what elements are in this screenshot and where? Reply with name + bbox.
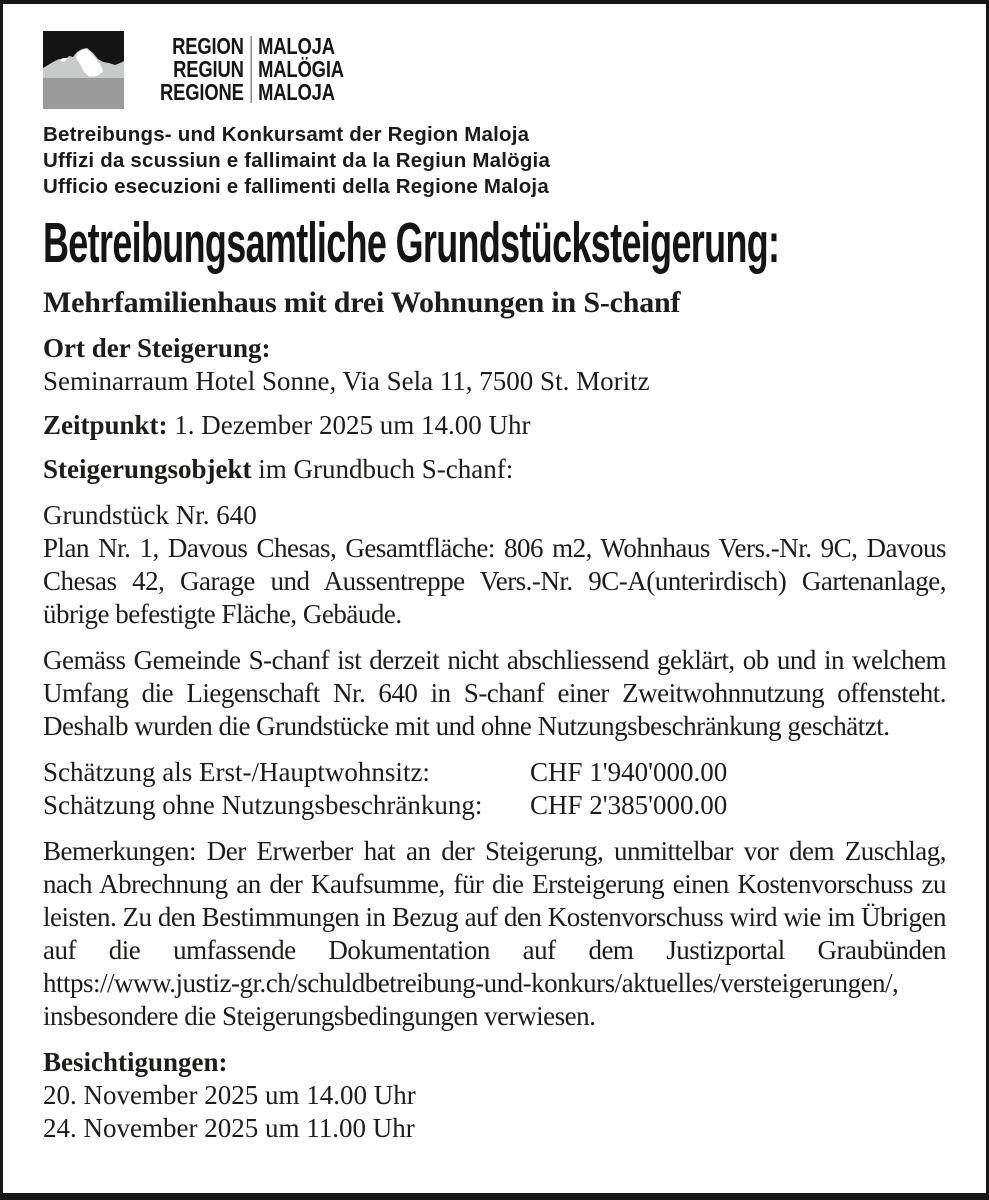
wordmark-line: REGIUN: [173, 56, 244, 82]
object-value: im Grundbuch S-chanf:: [258, 454, 514, 484]
wordmark-left-column: [160, 35, 244, 104]
valuation-amount: CHF 1'940'000.00: [530, 757, 728, 787]
wordmark-divider: [250, 36, 252, 103]
viewings-section: [43, 1046, 946, 1145]
office-name-rm: Uffizi da scussiun e fallimaint da la Regiun Malögia: [43, 149, 551, 172]
object-section: [43, 453, 946, 486]
property-description: Plan Nr. 1, Davous Chesas, Gesamtfläche: 806 m2, Wohnhaus Vers.-Nr. 9C, Davous Chesas 42, Garage und Aussentreppe Vers.-Nr. 9C-A(unterirdisch) Gartenanlage, übrige befestigte Fläche, Gebäude.: [43, 533, 946, 629]
location-label: Ort der Steigerung:: [43, 333, 271, 363]
office-name-block: [43, 122, 946, 200]
time-value: 1. Dezember 2025 um 14.00 Uhr: [174, 410, 531, 440]
valuation-amount: CHF 2'385'000.00: [530, 790, 728, 820]
office-name-de: Betreibungs- und Konkursamt der Region Maloja: [43, 123, 530, 146]
page-subtitle: Mehrfamilienhaus mit drei Wohnungen in S-chanf: [43, 286, 681, 319]
valuation-row: [43, 756, 946, 789]
valuation-label: Schätzung als Erst-/Hauptwohnsitz:: [43, 757, 430, 787]
wordmark-line: MALOJA: [258, 33, 335, 59]
time-section: [43, 409, 946, 442]
valuation-row: [43, 789, 946, 822]
wordmark-right-column: [258, 35, 344, 104]
zoning-note-paragraph: Gemäss Gemeinde S-chanf ist derzeit nicht abschliessend geklärt, ob und in welchem Umfang die Liegenschaft Nr. 640 in S-chanf einer Zweitwohnnutzung offensteht. Deshalb wurden die Grundstücke mit und ohne Nutzungsbeschränkung geschätzt.: [43, 645, 946, 741]
viewing-date: 20. November 2025 um 14.00 Uhr: [43, 1080, 416, 1110]
viewings-label: Besichtigungen:: [43, 1047, 228, 1077]
property-section: [43, 499, 946, 631]
valuation-section: [43, 756, 946, 822]
header: [43, 31, 946, 109]
remarks-paragraph: Bemerkungen: Der Erwerber hat an der Steigerung, unmittelbar vor dem Zuschlag, nach Abrechnung an der Kaufsumme, für die Ersteigerung einen Kostenvorschuss zu leisten. Zu den Bestimmungen in Bezug auf den Kostenvorschuss wird wie im Übrigen auf die umfassende Dokumentation auf dem Justizportal Graubünden https://www.justiz-gr.ch/schuldbetreibung-und-konkurs/aktuelles/versteigerungen/, insbesondere die Steigerungsbedingungen verwiesen.: [43, 836, 946, 1031]
property-number: Grundstück Nr. 640: [43, 500, 257, 530]
page-title: Betreibungsamtliche Grundstücksteigerung:: [43, 211, 780, 275]
wordmark-line: MALÖGIA: [258, 56, 344, 82]
time-label: Zeitpunkt:: [43, 410, 168, 440]
wordmark-line: REGIONE: [160, 79, 244, 105]
region-maloja-wordmark: [160, 35, 344, 104]
valuation-label: Schätzung ohne Nutzungsbeschränkung:: [43, 790, 483, 820]
wordmark-line: REGION: [172, 33, 244, 59]
location-value: Seminarraum Hotel Sonne, Via Sela 11, 7500 St. Moritz: [43, 366, 650, 396]
viewing-date: 24. November 2025 um 11.00 Uhr: [43, 1113, 415, 1143]
office-name-it: Ufficio esecuzioni e fallimenti della Regione Maloja: [43, 175, 549, 198]
location-section: [43, 332, 946, 398]
region-maloja-mountain-logo-icon: [43, 31, 124, 109]
object-label: Steigerungsobjekt: [43, 454, 252, 484]
wordmark-line: MALOJA: [258, 79, 335, 105]
